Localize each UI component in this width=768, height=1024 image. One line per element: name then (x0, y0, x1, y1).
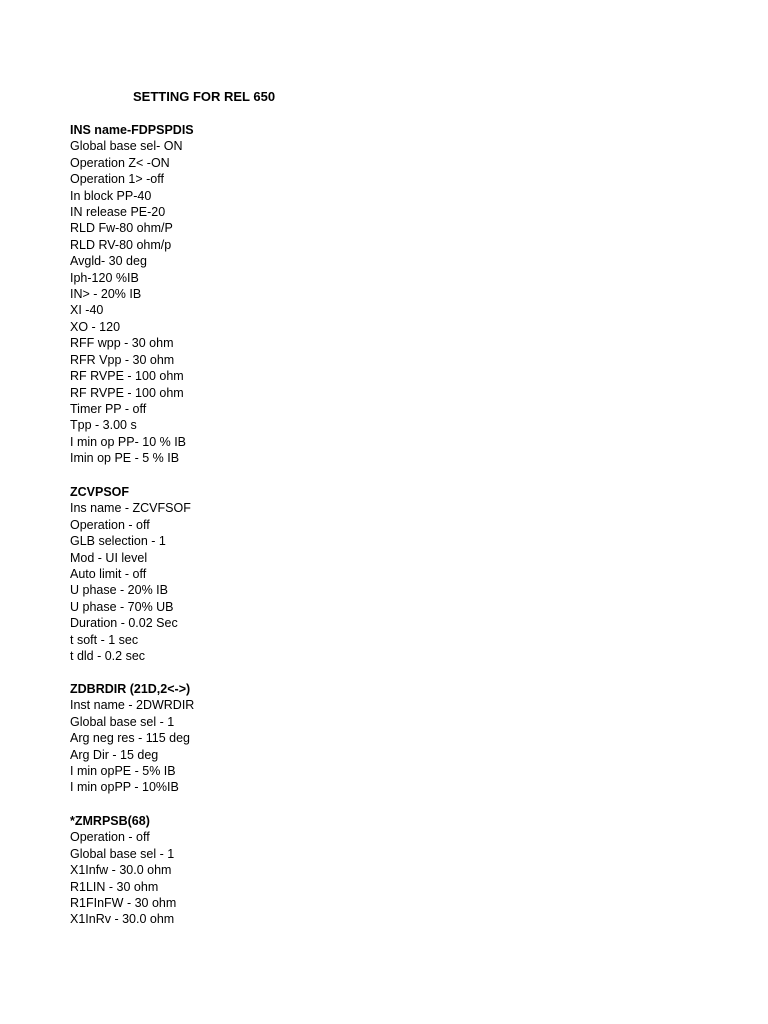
section-heading: INS name-FDPSPDIS (70, 123, 194, 137)
setting-line: Mod - UI level (70, 550, 148, 565)
section-heading: ZCVPSOF (70, 485, 130, 499)
setting-line: IN> - 20% IB (70, 287, 142, 302)
setting-line: RLD Fw-80 ohm/P (70, 221, 173, 236)
setting-line: Operation - off (70, 517, 150, 532)
section-zdbrdir (70, 681, 194, 796)
setting-line: GLB selection - 1 (70, 534, 166, 549)
setting-line: I min opPE - 5% IB (70, 764, 176, 779)
setting-line: Imin op PE - 5 % IB (70, 451, 180, 466)
setting-line: Avgld- 30 deg (70, 254, 147, 269)
setting-line: I min opPP - 10%IB (70, 780, 179, 795)
setting-line: U phase - 20% IB (70, 583, 168, 598)
setting-line: I min op PP- 10 % IB (70, 434, 187, 449)
setting-line: X1Infw - 30.0 ohm (70, 863, 172, 878)
setting-line: RF RVPE - 100 ohm (70, 385, 184, 400)
section-fdpspdis (70, 122, 194, 467)
setting-line: In block PP-40 (70, 188, 152, 203)
setting-line: Timer PP - off (70, 401, 147, 416)
setting-line: Global base sel - 1 (70, 846, 175, 861)
setting-line: Iph-120 %IB (70, 270, 139, 285)
document-title: SETTING FOR REL 650 (133, 89, 276, 104)
setting-line: t soft - 1 sec (70, 632, 139, 647)
setting-line: Duration - 0.02 Sec (70, 616, 178, 631)
setting-line: U phase - 70% UB (70, 599, 174, 614)
setting-line: Operation 1> -off (70, 172, 164, 187)
setting-line: X1InRv - 30.0 ohm (70, 912, 175, 927)
setting-line: Arg Dir - 15 deg (70, 747, 159, 762)
setting-line: Operation Z< -ON (70, 155, 170, 170)
setting-line: t dld - 0.2 sec (70, 649, 146, 664)
section-zcvpsof (70, 484, 191, 664)
setting-line: Global base sel- ON (70, 139, 183, 154)
setting-line: Operation - off (70, 830, 150, 845)
setting-line: RF RVPE - 100 ohm (70, 369, 184, 384)
setting-line: Tpp - 3.00 s (70, 418, 137, 433)
setting-line: RFF wpp - 30 ohm (70, 336, 174, 351)
section-heading: *ZMRPSB(68) (70, 814, 150, 828)
setting-line: RLD RV-80 ohm/p (70, 237, 172, 252)
setting-line: Inst name - 2DWRDIR (70, 698, 195, 713)
setting-line: Ins name - ZCVFSOF (70, 501, 191, 516)
setting-line: Arg neg res - 115 deg (70, 731, 190, 746)
setting-line: XI -40 (70, 303, 104, 318)
section-zmrpsb (70, 813, 176, 928)
section-heading: ZDBRDIR (21D,2<->) (70, 682, 191, 696)
setting-line: XO - 120 (70, 319, 121, 334)
setting-line: R1LIN - 30 ohm (70, 879, 159, 894)
setting-line: IN release PE-20 (70, 205, 166, 220)
setting-line: Global base sel - 1 (70, 714, 175, 729)
setting-line: Auto limit - off (70, 567, 147, 582)
setting-line: RFR Vpp - 30 ohm (70, 352, 175, 367)
setting-line: R1FInFW - 30 ohm (70, 896, 177, 911)
